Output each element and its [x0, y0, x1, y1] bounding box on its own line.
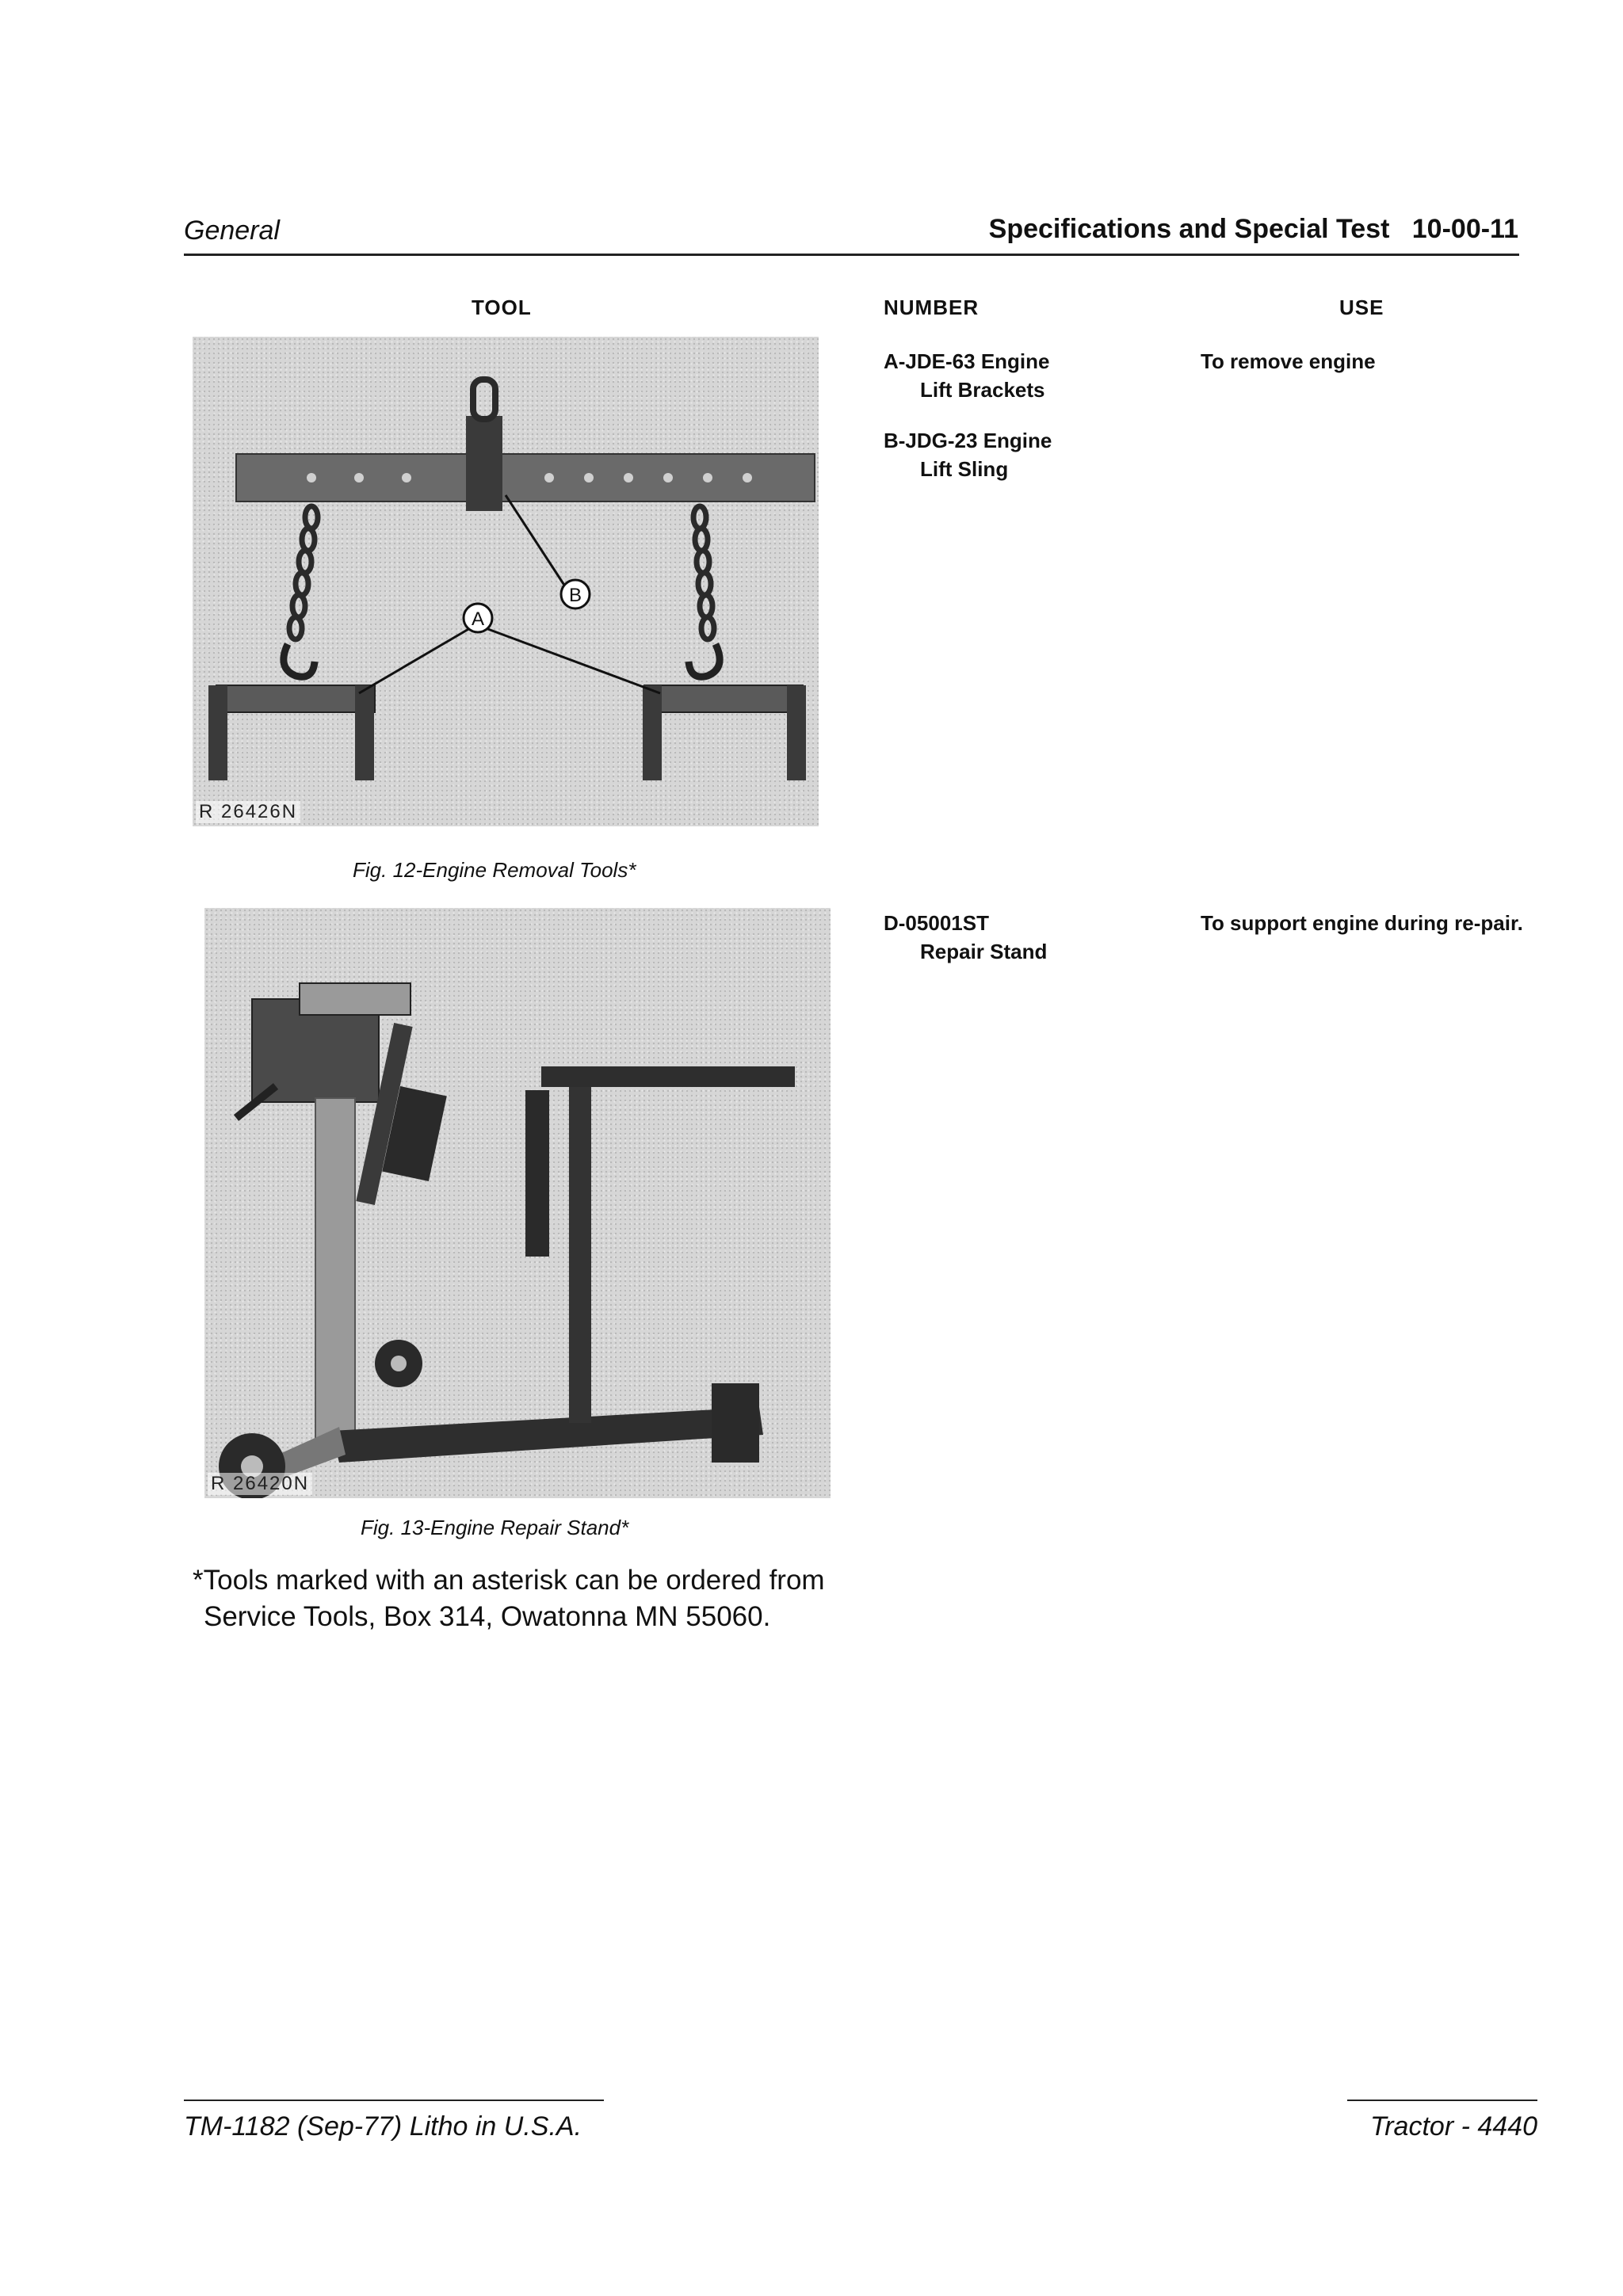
tool-number-a-line1: A-JDE-63 Engine — [884, 349, 1050, 373]
tool-use-a: To remove engine — [1201, 349, 1376, 373]
column-heading-number: NUMBER — [884, 296, 980, 319]
figure-engine-repair-stand — [204, 908, 831, 1498]
tool-number-b-line2: Lift Sling — [920, 457, 1009, 481]
header-title — [989, 214, 1518, 245]
header-section: General — [184, 215, 280, 246]
footer-rule-right — [1347, 2100, 1537, 2101]
tool-number-d-line2: Repair Stand — [920, 940, 1048, 963]
tool-number-b — [884, 426, 1052, 483]
footer-model: Tractor - 4440 — [1369, 2111, 1537, 2142]
header-title-text: Specifications and Special Test — [988, 214, 1390, 244]
tool-number-a-line2: Lift Brackets — [920, 378, 1045, 402]
footnote-line2: Service Tools, Box 314, Owatonna MN 55060. — [204, 1601, 771, 1632]
tool-number-b-line1: B-JDG-23 Engine — [884, 429, 1052, 452]
footer-rule-left — [184, 2100, 604, 2101]
figure-13-photo-id: R 26420N — [208, 1473, 312, 1495]
footnote — [193, 1562, 827, 1635]
footnote-line1: *Tools marked with an asterisk can be ordered from — [193, 1565, 825, 1596]
engine-removal-tools-illustration — [193, 337, 819, 826]
tool-number-a — [884, 347, 1050, 404]
figure-13-caption: Fig. 13-Engine Repair Stand* — [361, 1516, 629, 1539]
tool-use-d: To support engine during re-pair. — [1201, 911, 1523, 935]
callout-b-label: B — [568, 585, 582, 606]
column-heading-tool: TOOL — [472, 296, 532, 319]
callout-a-label: A — [471, 608, 485, 630]
figure-12-caption: Fig. 12-Engine Removal Tools* — [353, 858, 636, 882]
footer-publication: TM-1182 (Sep-77) Litho in U.S.A. — [184, 2111, 582, 2142]
column-heading-use: USE — [1339, 296, 1384, 319]
header-rule — [184, 254, 1519, 256]
figure-engine-removal-tools — [193, 337, 819, 826]
header-page-code: 10-00-11 — [1411, 214, 1518, 244]
engine-repair-stand-illustration — [204, 908, 831, 1498]
tool-number-d-line1: D-05001ST — [884, 911, 989, 935]
tool-number-d — [884, 909, 1047, 966]
figure-12-photo-id: R 26426N — [196, 801, 300, 823]
